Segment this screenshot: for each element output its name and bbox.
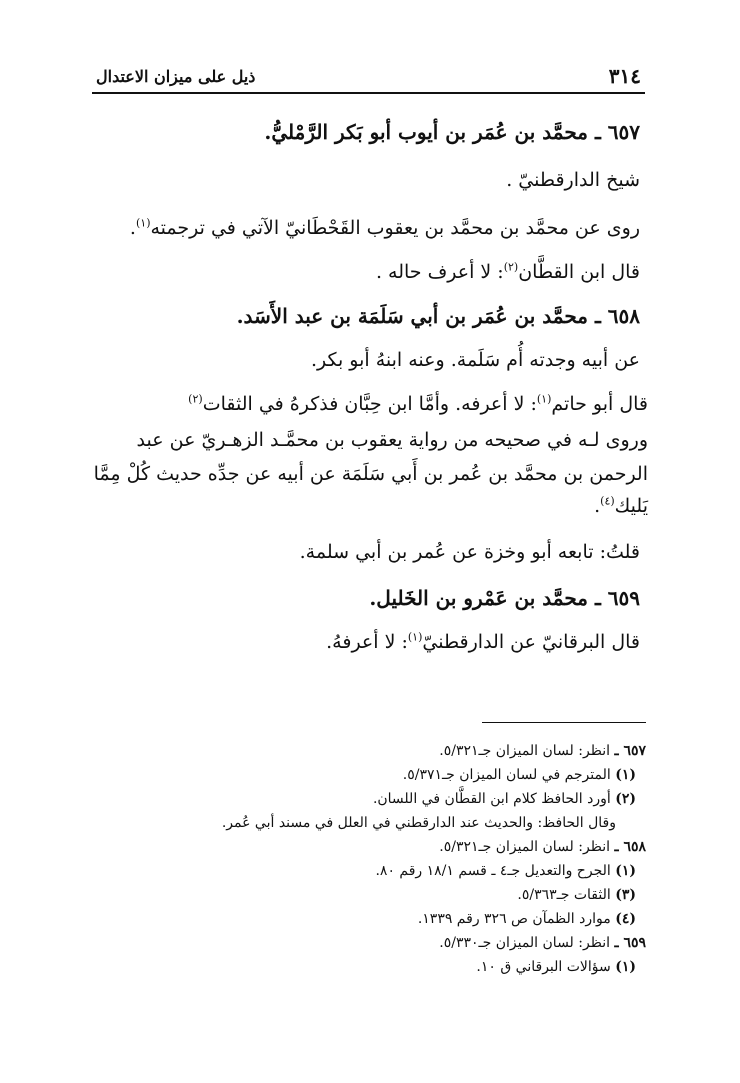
body-line: قال البرقانيّ عن الدارقطنيّ$^{(١)}$: لا أعرفهُ. <box>326 630 640 653</box>
entry-659-heading: ٦٥٩ ـ محمَّد بن عَمْرو بن الخَليل. <box>369 586 640 610</box>
body-line: قال ابن القطَّان$^{(٢)}$: لا أعرف حاله . <box>375 260 640 283</box>
body-line: قال أبو حاتم$^{(١)}$: لا أعرفه. وأمَّا ابن حِبَّان فذكرهُ في الثقات$^{(٢)}$ <box>188 392 648 415</box>
footnote-separator <box>482 722 646 723</box>
entry-657-heading: ٦٥٧ ـ محمَّد بن عُمَر بن أيوب أبو بَكر الرَّمْليُّ. <box>264 120 640 144</box>
footnote: ٦٥٨ ـ انظر: لسان الميزان جـ٥/٣٢١. <box>439 839 646 855</box>
body-line: عن أبيه وجدته أُم سَلَمة. وعنه ابنهُ أبو بكر. <box>310 349 640 371</box>
footnote-ref: (١) <box>407 630 423 644</box>
page-number: ٣١٤ <box>608 64 641 88</box>
footnote: (١) الجرح والتعديل جـ٤ ـ قسم ١٨/١ رقم ٨٠. <box>375 863 636 879</box>
entry-658-heading: ٦٥٨ ـ محمَّد بن عُمَر بن أبي سَلَمَة بن عبد الأَسَد. <box>236 304 640 328</box>
footnote: (٢) أورد الحافظ كلام ابن القطَّان في اللسان. <box>372 791 636 807</box>
footnote: وقال الحافظ: والحديث عند الدارقطني في العلل في مسند أبي عُمر. <box>221 815 616 831</box>
footnote-ref: (١) <box>135 216 151 230</box>
footnote: (١) المترجم في لسان الميزان جـ٥/٣٧١. <box>402 767 636 783</box>
footnote: (٤) موارد الظمآن ص ٣٢٦ رقم ١٣٣٩. <box>417 911 636 927</box>
footnote-ref: (٤) <box>600 494 615 508</box>
footnote: ٦٥٧ ـ انظر: لسان الميزان جـ٥/٣٢١. <box>439 743 646 759</box>
body-line: الرحمن بن محمَّد بن عُمر بن أَبي سَلَمَة عن أبيه عن جدِّه حديث كُلْ مِمَّا <box>93 463 648 485</box>
footnote-ref: (٢) <box>503 260 519 274</box>
body-line: وروى لـه في صحيحه من رواية يعقوب بن محمَّـد الزهـريّ عن عبد <box>136 429 648 451</box>
footnote-ref: (١) <box>536 392 552 406</box>
footnote: ٦٥٩ ـ انظر: لسان الميزان جـ٥/٣٣٠. <box>439 935 646 951</box>
body-line: روى عن محمَّد بن محمَّد بن يعقوب القَحْطَانيّ الآتي في ترجمته$^{(١)}$. <box>129 216 640 239</box>
footnote: (٣) الثقات جـ٥/٣٦٣. <box>517 887 636 903</box>
running-header <box>92 62 645 94</box>
footnote: (١) سؤالات البرقاني ق ١٠. <box>476 959 636 975</box>
body-line: شيخ الدارقطنيّ . <box>506 169 640 191</box>
body-line: قلتُ: تابعه أبو وخزة عن عُمر بن أبي سلمة. <box>299 541 640 563</box>
body-line: يَليك$^{(٤)}$. <box>594 494 648 517</box>
footnote-ref: (٢) <box>188 392 203 406</box>
running-title: ذيل على ميزان الاعتدال <box>96 67 256 86</box>
